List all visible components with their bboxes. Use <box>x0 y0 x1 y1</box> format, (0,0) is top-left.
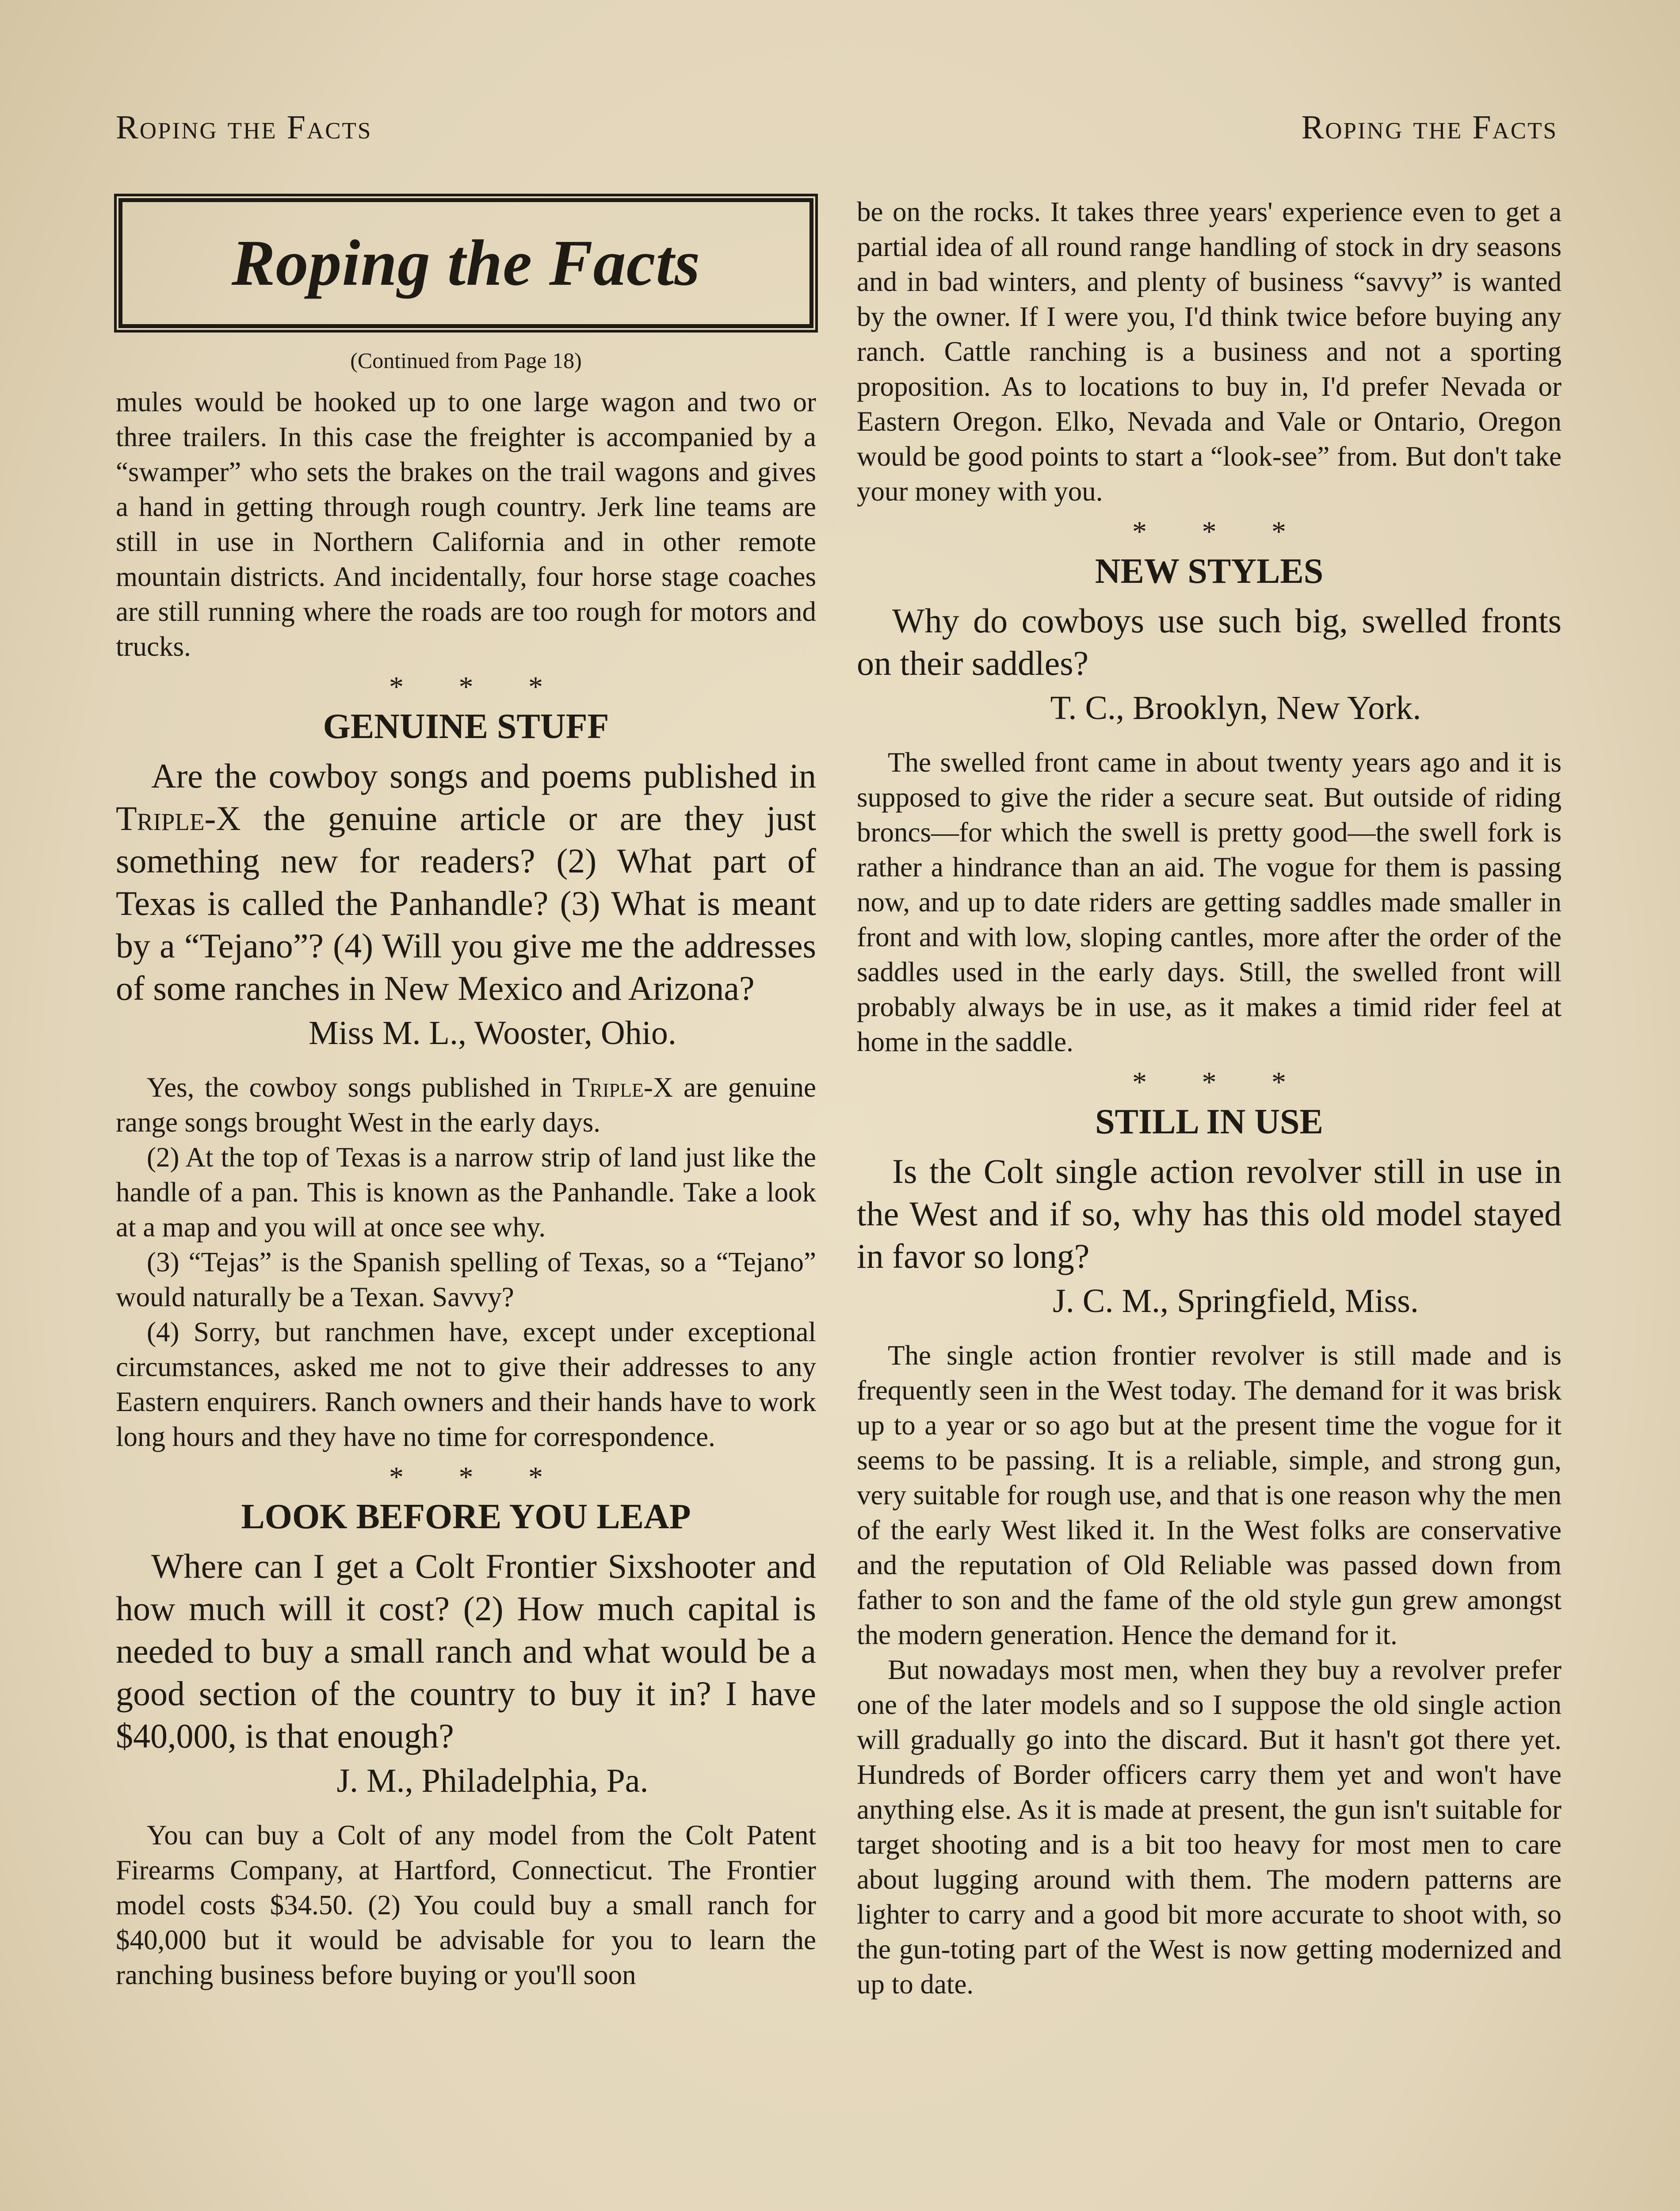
signature-new-styles: T. C., Brooklyn, New York. <box>1050 689 1421 727</box>
question-text-part: Are the cowboy songs and poems published in <box>151 757 816 795</box>
question-still-in-use: Is the Colt single action revolver still in use in the West and if so, why has this old model stayed in favor so long? <box>857 1152 1562 1275</box>
signature-genuine-stuff: Miss M. L., Wooster, Ohio. <box>309 1014 676 1052</box>
page-title: Roping the Facts <box>231 227 701 299</box>
heading-genuine-stuff: GENUINE STUFF <box>323 707 609 746</box>
right-column <box>857 195 1562 2002</box>
answer-still-in-use <box>857 1338 1562 2002</box>
magazine-name: Triple-X <box>116 799 241 838</box>
heading-still-in-use: STILL IN USE <box>1095 1102 1323 1141</box>
left-column <box>116 198 816 1993</box>
section-divider: * * * <box>1132 516 1310 548</box>
answer-new-styles <box>857 745 1562 1060</box>
answer-paragraph: (3) “Tejas” is the Spanish spelling of Texas, so a “Tejano” would naturally be a Texan. Savvy? <box>116 1247 816 1312</box>
running-head-left: Roping the Facts <box>116 109 372 146</box>
answer-paragraph: But nowadays most men, when they buy a revolver prefer one of the later models and so I suppose the old single action will gradually go into the discard. But it hasn't got there yet. Hundreds of Border officers carry them yet and won't have anything else. As it is made at present, the gun isn't suitable for target shooting and is a bit too heavy for most men to care about lugging around with them. The modern patterns are lighter to carry and a good bit more accurate to shoot with, so the gun-toting part of the West is now getting modernized and up to date. <box>857 1654 1562 2000</box>
section-divider: * * * <box>389 671 567 703</box>
title-box <box>118 198 813 328</box>
answer-paragraph: be on the rocks. It takes three years' experience even to get a partial idea of all round range handling of stock in dry seasons and in bad winters, and plenty of business “savvy” is wanted by the owner. If I were you, I'd think twice before buying any ranch. Cattle ranching is a business and not a sporting proposition. As to locations to buy in, I'd prefer Nevada or Eastern Oregon. Elko, Nevada and Vale or Ontario, Oregon would be good points to start a “look-see” from. But don't take your money with you. <box>857 196 1562 507</box>
answer-look-before-you-leap-continued <box>857 195 1562 509</box>
signature-look-before-you-leap: J. M., Philadelphia, Pa. <box>336 1762 649 1799</box>
heading-look-before-you-leap: LOOK BEFORE YOU LEAP <box>241 1497 691 1536</box>
intro-paragraph <box>116 385 816 664</box>
answer-text-part: are genuine range songs brought West in the early days. <box>116 1072 816 1138</box>
answer-text-part: Yes, the cowboy songs published in <box>147 1072 573 1103</box>
signature-still-in-use: J. C. M., Springfield, Miss. <box>1053 1282 1419 1320</box>
question-look-before-you-leap: Where can I get a Colt Frontier Sixshooter and how much will it cost? (2) How much capital is needed to buy a small ranch and what would be a good section of the country to buy it in? I have $40,000, is that enough? <box>116 1547 816 1755</box>
running-head-right: Roping the Facts <box>1301 109 1558 146</box>
answer-paragraph: (2) At the top of Texas is a narrow strip of land just like the handle of a pan. This is known as the Panhandle. Take a look at a map and you will at once see why. <box>116 1142 816 1243</box>
question-genuine-stuff <box>116 755 816 1010</box>
answer-paragraph: The single action frontier revolver is still made and is frequently seen in the West today. The demand for it was brisk up to a year or so ago but at the present time the vogue for it seems to be passing. It is a reliable, simple, and strong gun, very suitable for rough use, and that is one reason why the men of the early West liked it. In the West folks are conservative and the reputation of Old Reliable was passed down from father to son and the fame of the old style gun grew amongst the modern generation. Hence the demand for it. <box>857 1340 1562 1650</box>
answer-paragraph: You can buy a Colt of any model from the Colt Patent Firearms Company, at Hartford, Connecticut. The Frontier model costs $34.50. (2) You could buy a small ranch for $40,000 but it would be advisable for you to learn the ranching business before buying or you'll soon <box>116 1820 816 1990</box>
section-divider: * * * <box>389 1461 567 1493</box>
answer-paragraph <box>116 1070 816 1140</box>
question-text-part: the genuine article or are they just something new for readers? (2) What part of Texas is called the Panhandle? (3) What is meant by a “Tejano”? (4) Will you give me the addresses of some ranches in New Mexico and Arizona? <box>116 799 816 1007</box>
section-divider: * * * <box>1132 1066 1310 1098</box>
answer-look-before-you-leap <box>116 1818 816 1993</box>
answer-genuine-stuff <box>116 1070 816 1454</box>
answer-paragraph: The swelled front came in about twenty years ago and it is supposed to give the rider a secure seat. But outside of riding broncs—for which the swell is pretty good—the swell fork is rather a hindrance than an aid. The vogue for them is passing now, and up to date riders are getting saddles made smaller in front and with low, sloping cantles, more after the order of the saddles used in the early days. Still, the swelled front will probably always be in use, as it makes a timid rider feel at home in the saddle. <box>857 747 1562 1057</box>
answer-paragraph: (4) Sorry, but ranchmen have, except under exceptional circumstances, asked me not to give their addresses to any Eastern enquirers. Ranch owners and their hands have to work long hours and they have no time for correspondence. <box>116 1316 816 1452</box>
heading-new-styles: NEW STYLES <box>1095 552 1324 591</box>
magazine-name: Triple-X <box>573 1072 673 1103</box>
question-new-styles: Why do cowboys use such big, swelled fronts on their saddles? <box>857 601 1562 682</box>
continued-from-note: (Continued from Page 18) <box>350 348 582 373</box>
intro-text: mules would be hooked up to one large wagon and two or three trailers. In this case the freighter is accompanied by a “swamper” who sets the brakes on the trail wagons and gives a hand in getting through rough country. Jerk line teams are still in use in Northern California and in other remote mountain districts. And incidentally, four horse stage coaches are still running where the roads are too rough for motors and trucks. <box>116 386 816 662</box>
